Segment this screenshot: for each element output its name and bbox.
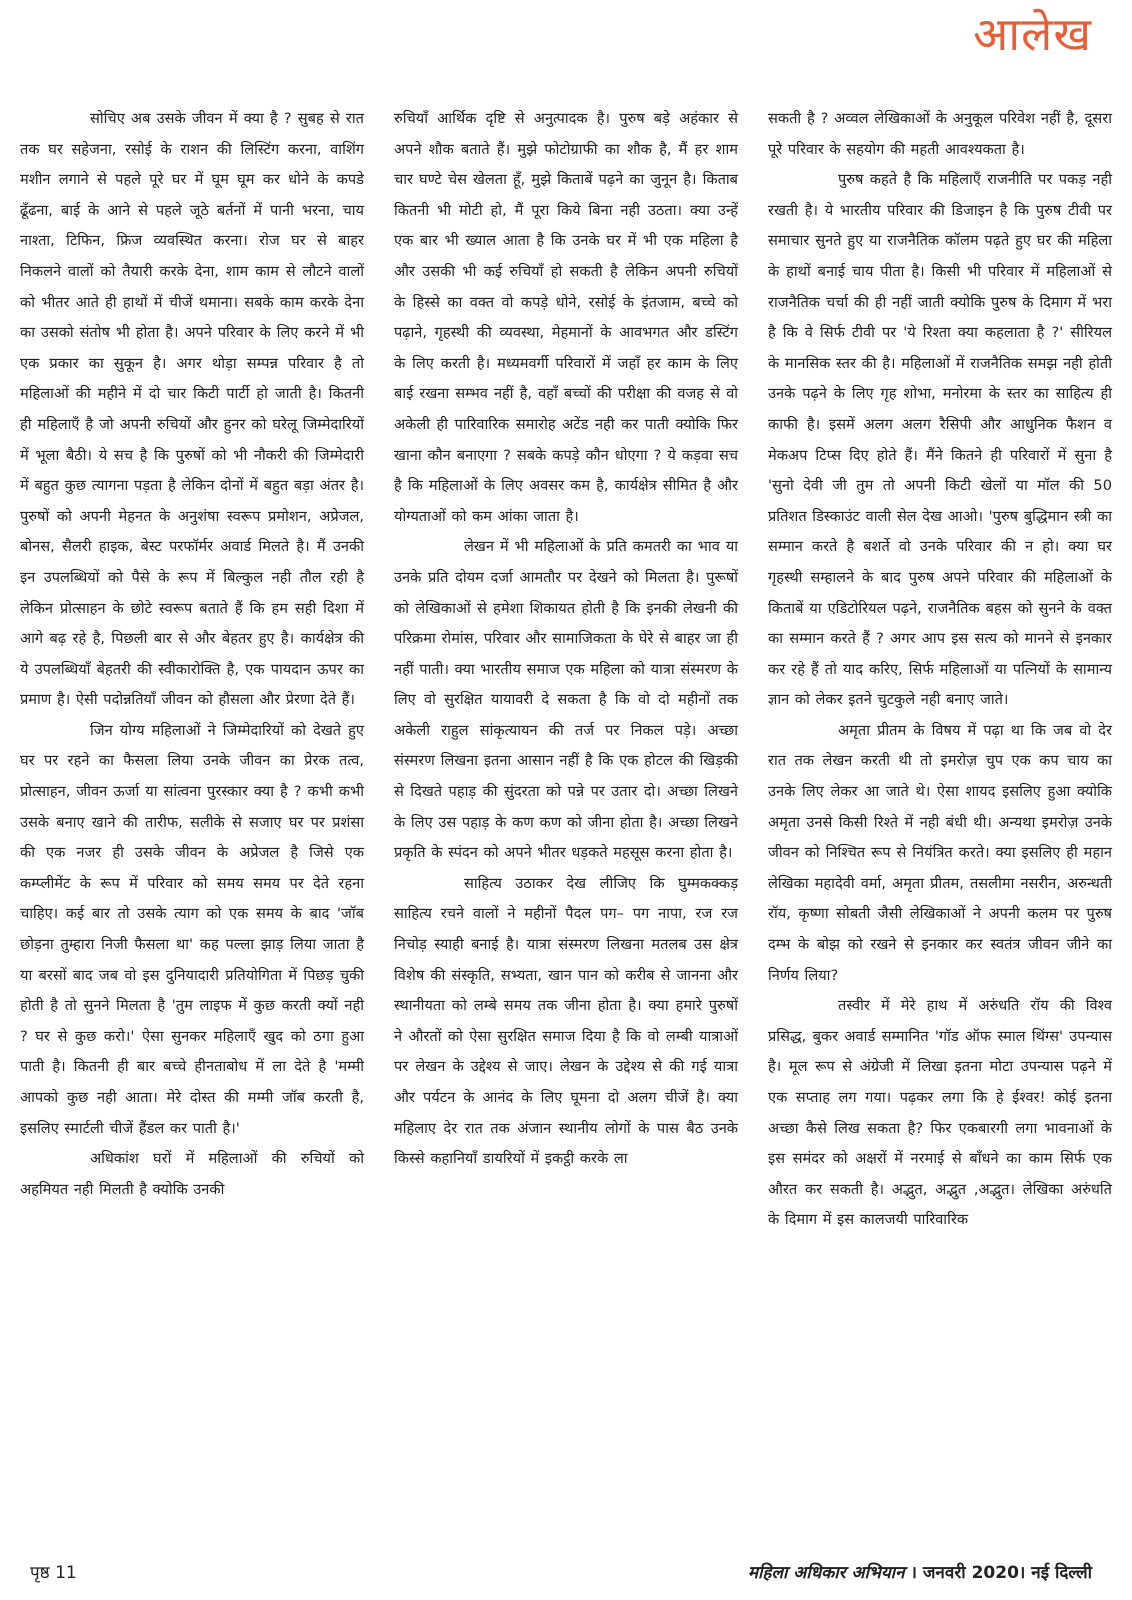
paragraph: अमृता प्रीतम के विषय में पढ़ा था कि जब वो देर रात तक लेखन करती थी तो इमरोज़ चुप एक कप चाय का उनके लिए लेकर आ जाते थे। ऐसा शायद इसलिए हुआ क्योकि अमृता उनसे किसी रिश्ते में नही बंधी थी। अन्यथा इमरोज़ उनके जीवन को निश्चित रूप से नियंत्रित करते। क्या इसलिए ही महान लेखिका महादेवी वर्मा, अमृता प्रीतम, तसलीमा नसरीन, अरुन्धती रॉय, कृष्णा सोबती जैसी लेखिकाओं ने अपनी कलम पर पुरुष दम्भ के बोझ को रखने से इनकार कर स्वतंत्र जीवन जीने का निर्णय लिया?	[768, 721, 1112, 984]
article-body	[20, 104, 1112, 1504]
paragraph: लेखन में भी महिलाओं के प्रति कमतरी का भाव या उनके प्रति दोयम दर्जा आमतौर पर देखने को मिलता है। पुरूषों को लेखिकाओं से हमेशा शिकायत होती है कि इनकी लेखनी की परिक्रमा रोमांस, परिवार और सामाजिकता के घेरे से बाहर जा ही नहीं पाती। क्या भारतीय समाज एक महिला को यात्रा संस्मरण के लिए वो सुरक्षित यायावरी दे सकता है कि वो दो महीनों तक अकेली राहुल सांकृत्यायन की तर्ज पर निकल पड़े। अच्छा संस्मरण लिखना इतना आसान नहीं है कि एक होटल की खिड़की से दिखते पहाड़ की सुंदरता को पन्ने पर उतार दो। अच्छा लिखने के लिए उस पहाड़ के कण कण को जीना होता है। अच्छा लिखने प्रकृति के स्पंदन को अपने भीतर धड़कते महसूस करना होता है।	[394, 538, 738, 862]
paragraph: तस्वीर में मेरे हाथ में अरुंधति रॉय की विश्व प्रसिद्ध, बुकर अवार्ड सम्मानित 'गॉड ऑफ स्माल थिंग्स' उपन्यास है। मूल रूप से अंग्रेजी में लिखा इतना मोटा उपन्यास पढ़ने में एक सप्ताह लग गया। पढ़कर लगा कि हे ईश्वर! कोई इतना अच्छा कैसे लिख सकता है? फिर एकबारगी लगा भावनाओं के इस समंदर को अक्षरों में नरमाई से बाँधने का काम सिर्फ एक औरत कर सकती है। अद्भुत, अद्भुत ,अद्भुत। लेखिका अरुंधति के दिमाग में इस कालजयी पारिवारिक	[768, 997, 1112, 1229]
paragraph: रुचियाँ आर्थिक दृष्टि से अनुत्पादक है। पुरुष बड़े अहंकार से अपने शौक बताते हैं। मुझे फोटोग्राफी का शौक है, मैं हर शाम चार घण्टे चेस खेलता हूँ, मुझे किताबें पढ़ने का जुनून है। किताब कितनी भी मोटी हो, मैं पूरा किये बिना नही उठता। क्या उन्हें एक बार भी ख्याल आता है कि उनके घर में भी एक महिला है और उसकी भी कई रुचियाँ हो सकती है लेकिन अपनी रुचियों के हिस्से का वक्त वो कपड़े धोने, रसोई के इंतजाम, बच्चे को पढ़ाने, गृहस्थी की व्यवस्था, मेहमानों के आवभगत और डस्टिंग के लिए करती है। मध्यमवर्गी परिवारों में जहाँ हर काम के लिए बाई रखना सम्भव नहीं है, वहाँ बच्चों की परीक्षा की वजह से वो अकेली ही पारिवारिक समारोह अटेंड नही कर पाती क्योकि फिर खाना कौन बनाएगा ? सबके कपड़े कौन धोएगा ? ये कड़वा सच है कि महिलाओं के लिए अवसर कम है, कार्यक्षेत्र सीमित है और योग्यताओं को कम आंका जाता है।	[394, 110, 738, 525]
paragraph: सोचिए अब उसके जीवन में क्या है ? सुबह से रात तक घर सहेजना, रसोई के राशन की लिस्टिंग करना, वाशिंग मशीन लगाने से पहले पूरे घर में घूम घूम कर धोने के कपडे ढूँढना, बाई के आने से पहले जूठे बर्तनों में पानी भरना, चाय नाश्ता, टिफिन, फ्रिज व्यवस्थित करना। रोज घर से बाहर निकलने वालों को तैयारी करके देना, शाम काम से लौटने वालों को भीतर आते ही हाथों में चीजें थमाना। सबके काम करके देना का उसको संतोष भी होता है। अपने परिवार के लिए करने में भी एक प्रकार का सुकून है। अगर थोड़ा सम्पन्न परिवार है तो महिलाओं की महीने में दो चार किटी पार्टी हो जाती है। कितनी ही महिलाएँ है जो अपनी रुचियों और हुनर को घरेलू जिम्मेदारियों में भूला बैठी। ये सच है कि पुरुषों को भी नौकरी की जिम्मेदारी में बहुत कुछ त्यागना पड़ता है लेकिन दोनों में बहुत बड़ा अंतर है। पुरुषों को अपनी मेहनत के अनुशंषा स्वरूप प्रमोशन, अप्रेजल, बोनस, सैलरी हाइक, बेस्ट परफॉर्मर अवार्ड मिलते है। मैं उनकी इन उपलब्धियों को पैसे के रूप में बिल्कुल नही तौल रही है लेकिन प्रोत्साहन के छोटे स्वरूप बताते हैं कि हम सही दिशा में आगे बढ़ रहे है, पिछली बार से और बेहतर हुए है। कार्यक्षेत्र की ये उपलब्धियाँ बेहतरी की स्वीकारोक्ति है, एक पायदान ऊपर का प्रमाण है। ऐसी पदोन्नतियाँ जीवन को हौसला और प्रेरणा देते हैं।	[20, 110, 364, 709]
issue-info: । जनवरी 2020। नई दिल्ली	[910, 1563, 1092, 1583]
column-2	[394, 104, 738, 1504]
page-number: पृष्ठ 11	[30, 1563, 77, 1583]
paragraph: सकती है ? अव्वल लेखिकाओं के अनुकूल परिवेश नहीं है, दूसरा पूरे परिवार के सहयोग की महती आवश्यकता है।	[768, 110, 1112, 158]
column-1	[20, 104, 364, 1504]
section-title: आलेख	[973, 7, 1092, 61]
paragraph: जिन योग्य महिलाओं ने जिम्मेदारियों को देखते हुए घर पर रहने का फैसला लिया उनके जीवन का प्रेरक तत्व, प्रोत्साहन, जीवन ऊर्जा या सांत्वना पुरस्कार क्या है ? कभी कभी उसके बनाए खाने की तारीफ, सलीके से सजाए घर पर प्रशंसा की एक नजर ही उसके जीवन के अप्रेजल है जिसे एक कम्प्लीमेंट के रूप में परिवार को समय समय पर देते रहना चाहिए। कई बार तो उसके त्याग को एक समय के बाद 'जॉब छोड़ना तुम्हारा निजी फैसला था' कह पल्ला झाड़ लिया जाता है या बरसों बाद जब वो इस दुनियादारी प्रतियोगिता में पिछड़ चुकी होती है तो सुनने मिलता है 'तुम लाइफ में कुछ करती क्यों नही ? घर से कुछ करो।' ऐसा सुनकर महिलाएँ खुद को ठगा हुआ पाती है। कितनी ही बार बच्चे हीनताबोध में ला देते है 'मम्मी आपको कुछ नही आता। मेरे दोस्त की मम्मी जॉब करती है, इसलिए स्मार्टली चीजें हैंडल कर पाती है।'	[20, 721, 364, 1137]
column-3	[768, 104, 1112, 1504]
masthead	[748, 1560, 1092, 1583]
magazine-name: महिला अधिकार अभियान	[747, 1563, 905, 1583]
paragraph: अधिकांश घरों में महिलाओं की रुचियों को अहमियत नही मिलती है क्योकि उनकी	[20, 1150, 364, 1198]
paragraph: साहित्य उठाकर देख लीजिए कि घुम्मकक्कड़ साहित्य रचने वालों ने महीनों पैदल पग– पग नापा, रज रज निचोड़ स्याही बनाई है। यात्रा संस्मरण लिखना मतलब उस क्षेत्र विशेष की संस्कृति, सभ्यता, खान पान को करीब से जानना और स्थानीयता को लम्बे समय तक जीना होता है। क्या हमारे पुरुषों ने औरतों को ऐसा सुरक्षित समाज दिया है कि वो लम्बी यात्राओं पर लेखन के उद्देश्य से जाए। लेखन के उद्देश्य से की गई यात्रा और पर्यटन के आनंद के लिए घूमना दो अलग चीजें है। क्या महिलाए देर रात तक अंजान स्थानीय लोगों के पास बैठ उनके किस्से कहानियाँ डायरियों में इकट्ठी करके ला	[394, 874, 738, 1168]
page-footer	[20, 1560, 1092, 1590]
paragraph: पुरुष कहते है कि महिलाएँ राजनीति पर पकड़ नही रखती है। ये भारतीय परिवार की डिजाइन है कि पुरुष टीवी पर समाचार सुनते हुए या राजनैतिक कॉलम पढ़ते हुए घर की महिला के हाथों बनाई चाय पीता है। किसी भी परिवार में महिलाओं से राजनैतिक चर्चा की ही नहीं जाती क्योकि पुरुष के दिमाग में भरा है कि वे सिर्फ टीवी पर 'ये रिश्ता क्या कहलाता है ?' सीरियल के मानसिक स्तर की है। महिलाओं में राजनैतिक समझ नही होती उनके पढ़ने के लिए गृह शोभा, मनोरमा के स्तर का साहित्य ही काफी है। इसमें अलग अलग रैसिपी और आधुनिक फैशन व मेकअप टिप्स दिए होते हैं। मैंने कितने ही परिवारों में सुना है 'सुनो देवी जी तुम तो अपनी किटी खेलों या मॉल की 50 प्रतिशत डिस्काउंट वाली सेल देख आओ। 'पुरुष बुद्धिमान स्त्री का सम्मान करते है बशर्ते वो उनके परिवार की न हो। क्या घर गृहस्थी सम्हालने के बाद पुरुष अपने परिवार की महिलाओं के किताबें या एडिटोरियल पढ़ने, राजनैतिक बहस को सुनने के वक्त का सम्मान करते हैं ? अगर आप इस सत्य को मानने से इनकार कर रहे हैं तो याद करिए, सिर्फ महिलाओं या पत्नियों के सामान्य ज्ञान को लेकर इतने चुटकुले नही बनाए जाते।	[768, 171, 1112, 709]
